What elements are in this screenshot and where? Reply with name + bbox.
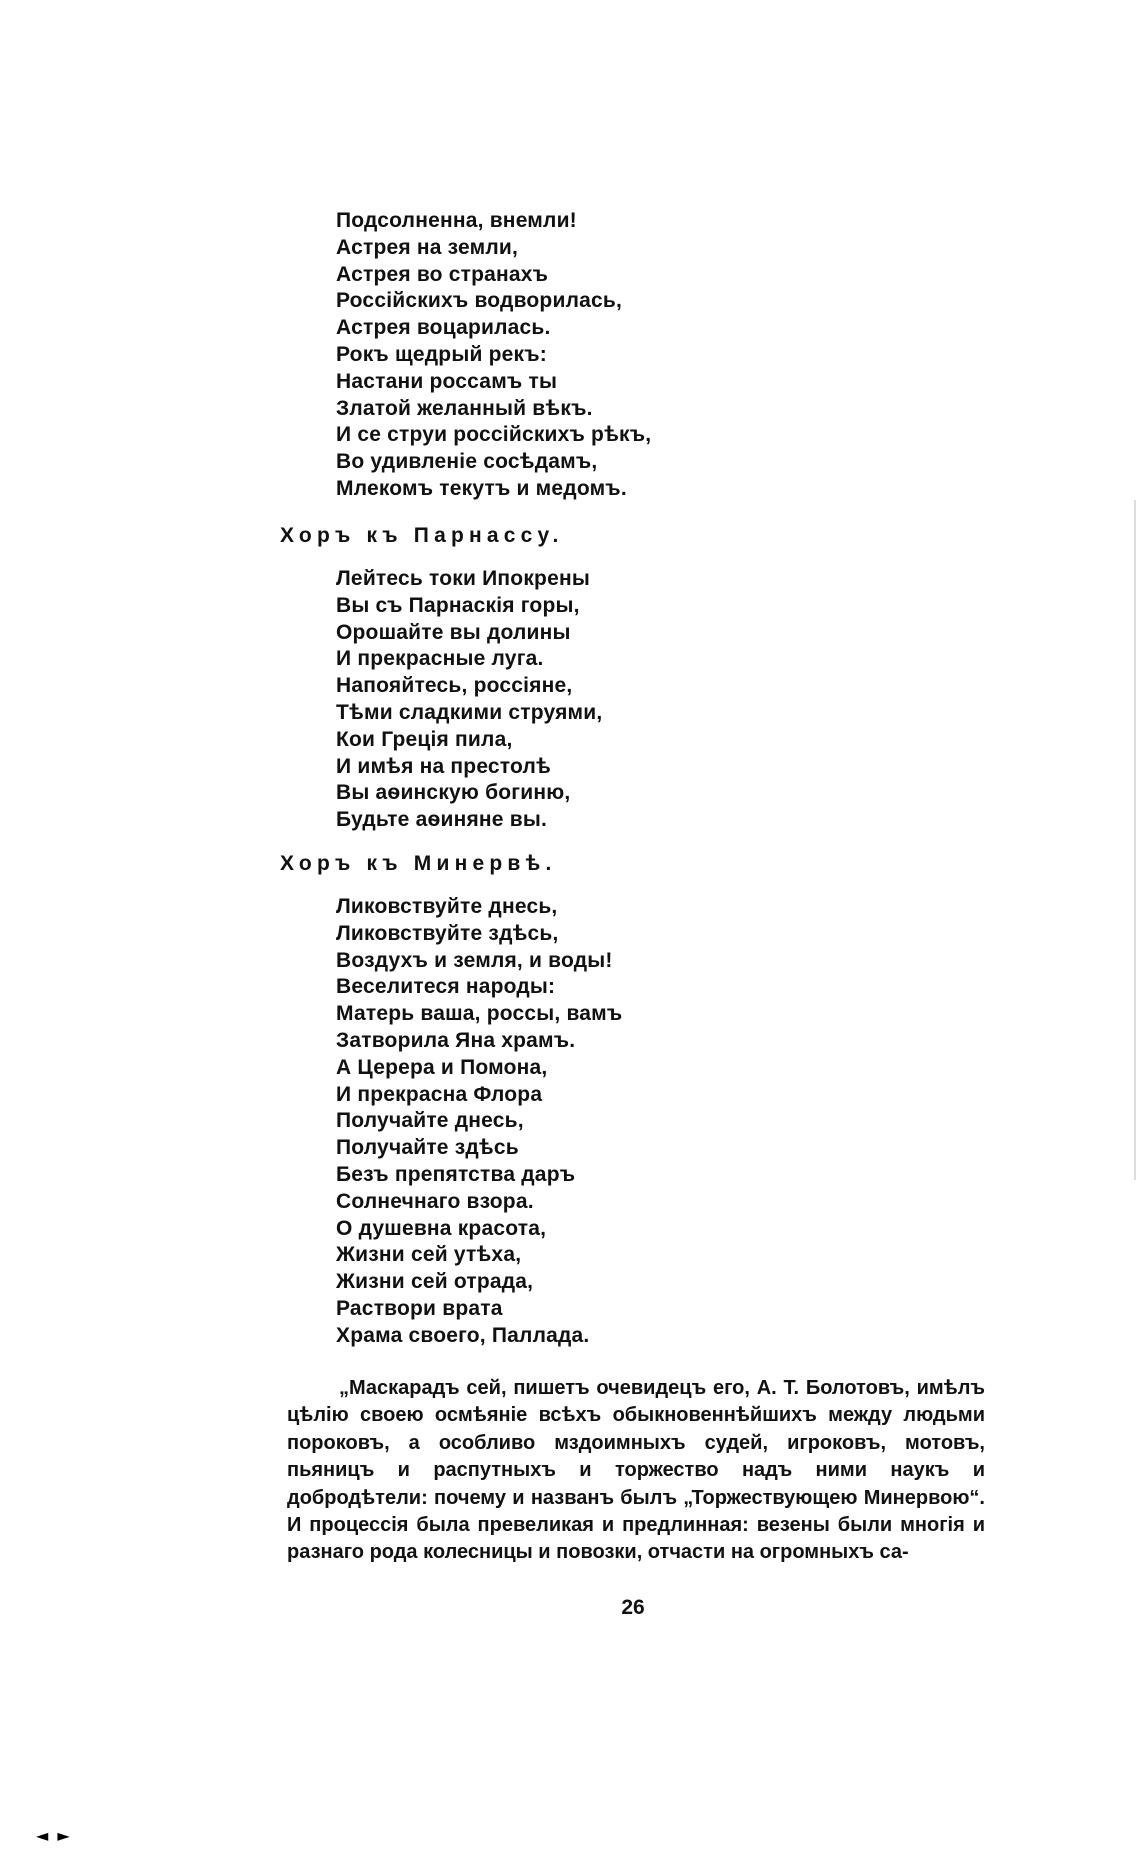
verse-stanza-2 [336,566,602,834]
verse-line: Кои Греція пила, [336,727,513,751]
verse-line: Млекомъ текутъ и медомъ. [336,476,627,500]
verse-line: Напояйтесь, россіяне, [336,674,573,698]
scan-edge-shadow [1134,500,1136,1180]
verse-stanza-1 [336,208,651,503]
verse-line: Астрея воцарилась. [336,316,551,340]
chorus-heading-parnassus: Хоръ къ Парнассу. [280,524,564,547]
verse-line: И имѣя на престолѣ [336,754,552,778]
verse-line: И прекрасна Флора [336,1082,543,1106]
verse-line: Раствори врата [336,1296,503,1320]
verse-line: Солнечнаго взора. [336,1189,534,1213]
verse-line: Затворила Яна храмъ. [336,1028,576,1052]
verse-line: Получайте здѣсь [336,1136,519,1160]
verse-line: Вы аѳинскую богиню, [336,781,571,805]
verse-line: Орошайте вы долины [336,620,571,644]
verse-line: И прекрасные луга. [336,647,544,671]
verse-line: Во удивленіе сосѣдамъ, [336,450,598,474]
verse-line: Астрея на земли, [336,235,519,259]
verse-line: Рокъ щедрый рекъ: [336,342,547,366]
verse-line: Веселитеся народы: [336,975,556,999]
scan-arrow-marks-icon: ◄ ► [36,1826,72,1845]
verse-line: Безъ препятства даръ [336,1162,576,1186]
verse-line: Воздухъ и земля, и воды! [336,948,613,972]
page-number: 26 [621,1596,645,1619]
verse-line: Подсолненна, внемли! [336,209,577,232]
verse-line: Златой желанный вѣкъ. [336,396,593,420]
verse-line: Будьте аѳиняне вы. [336,808,547,832]
verse-line: О душевна красота, [336,1216,547,1240]
verse-line: Астрея во странахъ [336,262,549,286]
verse-line: И се струи россійскихъ рѣкъ, [336,423,652,447]
verse-stanza-3 [336,894,622,1350]
prose-text: „Маскарадъ сей, пишетъ очевидецъ его, А. Т. Болотовъ, имѣлъ цѣлію своею осмѣяніе всѣхъ обыкновеннѣйшихъ между людьми пороковъ, а особливо мздоимныхъ судей, игроковъ, мотовъ, пьяницъ и распутныхъ и торжество надъ ними наукъ и добродѣтели: почему и названъ былъ „Торжествующею Минервою“. И процессія была превеликая и предлинная: везены были многія и разнаго рода колесницы и повозки, отчасти на огромныхъ са- [287,1377,985,1564]
verse-line: Лейтесь токи Ипокрены [336,567,590,590]
verse-line: Получайте днесь, [336,1109,524,1133]
verse-line: Настани россамъ ты [336,369,558,393]
chorus-heading-minerva: Хоръ къ Минервѣ. [280,852,557,875]
verse-line: Россійскихъ водворилась, [336,289,623,313]
verse-line: Ликовствуйте здѣсь, [336,921,559,945]
verse-line: Тѣми сладкими струями, [336,700,603,724]
verse-line: Ликовствуйте днесь, [336,895,558,918]
verse-line: Жизни сей утѣха, [336,1243,522,1267]
prose-paragraph [287,1375,985,1567]
verse-line: Храма своего, Паллада. [336,1323,590,1347]
verse-line: Матерь ваша, россы, вамъ [336,1002,623,1026]
verse-line: Жизни сей отрада, [336,1270,534,1294]
verse-line: Вы съ Парнаскія горы, [336,593,580,617]
verse-line: А Церера и Помона, [336,1055,548,1079]
